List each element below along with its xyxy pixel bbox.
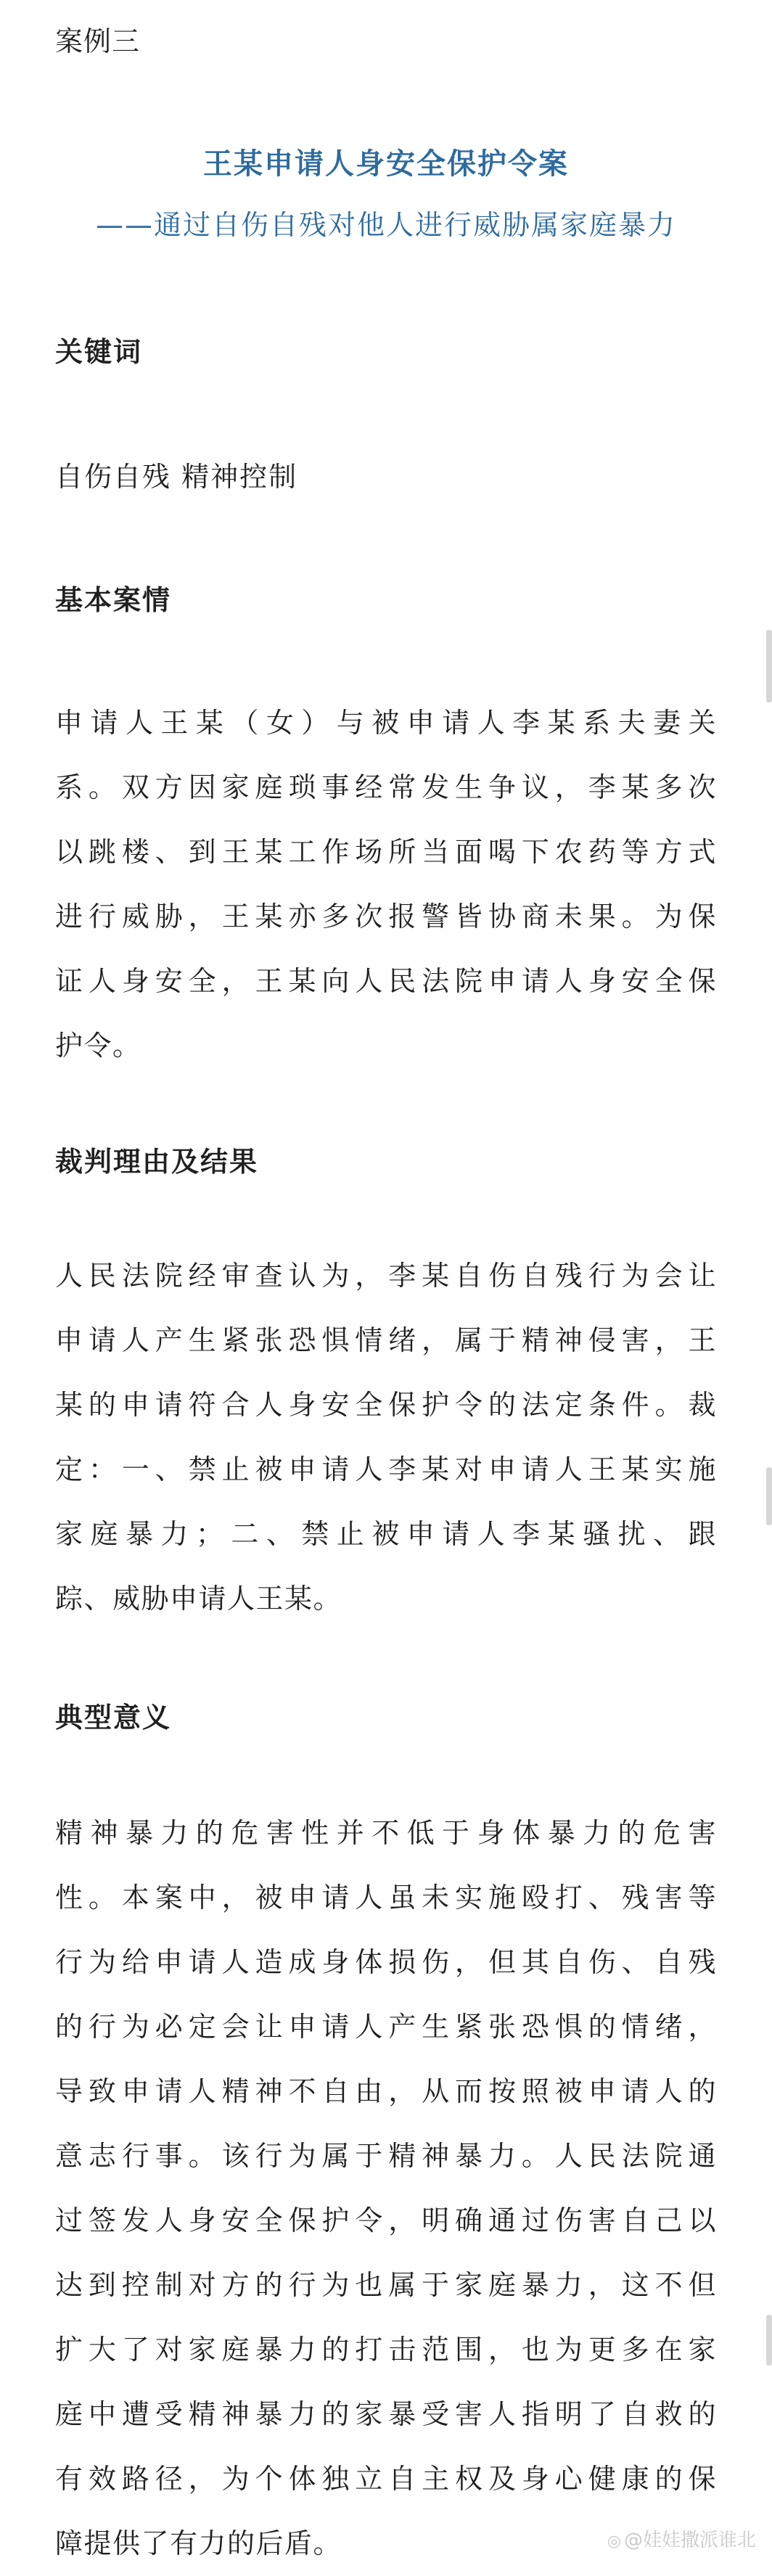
- scrollbar-marker: [766, 1467, 772, 1525]
- keywords-heading: 关键词: [55, 336, 143, 368]
- facts-line: 系。双方因家庭琐事经常发生争议，李某多次: [55, 771, 717, 803]
- facts-paragraph: [55, 691, 717, 1078]
- facts-heading: 基本案情: [55, 584, 172, 616]
- ruling-paragraph: [55, 1244, 717, 1631]
- title-block: [0, 141, 772, 247]
- significance-line: 精神暴力的危害性并不低于身体暴力的危害: [55, 1817, 717, 1849]
- significance-line: 过签发人身安全保护令，明确通过伤害自己以: [55, 2204, 717, 2236]
- facts-line: 证人身安全，王某向人民法院申请人身安全保: [55, 965, 717, 997]
- significance-line: 障提供了有力的后盾。: [55, 2527, 342, 2559]
- significance-paragraph: [55, 1801, 717, 2576]
- facts-line: 申请人王某（女）与被申请人李某系夫妻关: [55, 707, 717, 739]
- case-title: 王某申请人身安全保护令案: [203, 147, 569, 181]
- significance-line: 扩大了对家庭暴力的打击范围，也为更多在家: [55, 2334, 717, 2366]
- ruling-line: 人民法院经审查认为，李某自伤自残行为会让: [55, 1260, 717, 1292]
- keywords-text: 自伤自残 精神控制: [55, 461, 298, 493]
- watermark-text: @娃娃撒派谁北: [623, 2530, 756, 2551]
- significance-line: 性。本案中，被申请人虽未实施殴打、残害等: [55, 1882, 717, 1913]
- significance-line: 达到控制对方的行为也属于家庭暴力，这不但: [55, 2269, 717, 2301]
- ruling-line: 申请人产生紧张恐惧情绪，属于精神侵害，王: [55, 1324, 717, 1356]
- ruling-heading: 裁判理由及结果: [55, 1146, 259, 1178]
- case-label: 案例三: [55, 25, 141, 57]
- significance-line: 有效路径，为个体独立自主权及身心健康的保: [55, 2463, 717, 2495]
- ruling-line: 定：一、禁止被申请人李某对申请人王某实施: [55, 1453, 717, 1485]
- facts-line: 以跳楼、到王某工作场所当面喝下农药等方式: [55, 836, 717, 868]
- scrollbar-marker: [766, 630, 772, 702]
- weibo-icon: ◎: [607, 2532, 621, 2551]
- watermark: [607, 2530, 756, 2553]
- ruling-line: 家庭暴力；二、禁止被申请人李某骚扰、跟: [55, 1518, 717, 1550]
- ruling-line: 某的申请符合人身安全保护令的法定条件。裁: [55, 1389, 717, 1421]
- significance-line: 庭中遭受精神暴力的家暴受害人指明了自救的: [55, 2398, 717, 2430]
- significance-line: 行为给申请人造成身体损伤，但其自伤、自残: [55, 1946, 717, 1978]
- case-subtitle: ——通过自伤自残对他人进行威胁属家庭暴力: [95, 209, 676, 241]
- significance-line: 意志行事。该行为属于精神暴力。人民法院通: [55, 2140, 717, 2172]
- scrollbar-marker: [766, 2315, 772, 2366]
- significance-line: 的行为必定会让申请人产生紧张恐惧的情绪，: [55, 2011, 717, 2043]
- significance-heading: 典型意义: [55, 1702, 172, 1734]
- ruling-line: 踪、威胁申请人王某。: [55, 1583, 342, 1615]
- facts-line: 护令。: [55, 1030, 141, 1062]
- facts-line: 进行威胁，王某亦多次报警皆协商未果。为保: [55, 901, 717, 932]
- significance-line: 导致申请人精神不自由，从而按照被申请人的: [55, 2075, 717, 2107]
